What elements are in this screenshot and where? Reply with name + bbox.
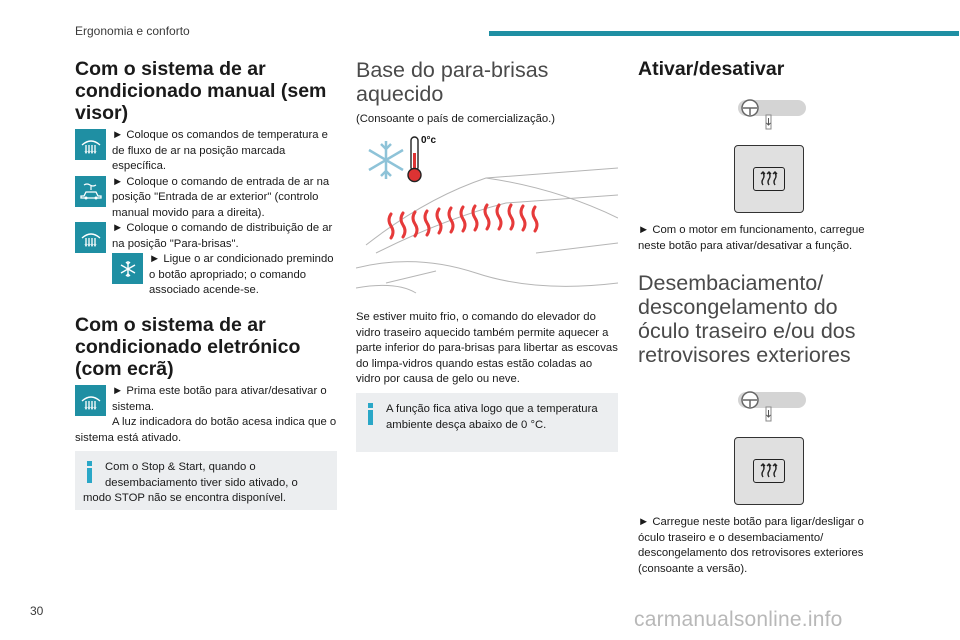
temperature-note bbox=[356, 393, 618, 452]
thermometer-icon bbox=[408, 137, 421, 182]
heated-windscreen-heading: Base do para-brisas aquecido bbox=[356, 58, 549, 106]
manual-step-1 bbox=[75, 128, 337, 175]
manual-step-2-text: ► Coloque o comando de entrada de ar na posição "Entrada de ar exterior" (controlo manual movido para a direita). bbox=[112, 175, 330, 219]
manual-steps-list bbox=[75, 128, 337, 299]
manual-step-3 bbox=[75, 221, 337, 252]
temperature-note-text: A função fica ativa logo que a temperatura ambiente desça abaixo de 0 °C. bbox=[386, 403, 598, 431]
info-icon bbox=[364, 403, 378, 425]
page-number: 30 bbox=[30, 604, 44, 618]
info-icon bbox=[83, 461, 97, 483]
electronic-step-text: ► Prima este botão para ativar/desativar o sistema. bbox=[112, 385, 327, 413]
rear-demist-icon bbox=[753, 459, 785, 483]
electronic-steps bbox=[75, 384, 337, 446]
manual-step-4-text: ► Ligue o ar condicionado premindo o botão apropriado; o comando associado acende-se. bbox=[149, 253, 334, 296]
illustration-temp-label: 0°c bbox=[421, 135, 437, 146]
running-header: Ergonomia e conforto bbox=[75, 24, 190, 38]
header-accent-bar bbox=[489, 31, 959, 36]
air-intake-icon bbox=[75, 176, 106, 207]
heated-windscreen-illustration bbox=[356, 133, 618, 303]
activate-paragraph: ► Com o motor em funcionamento, carregue neste botão para ativar/desativar a função. bbox=[638, 224, 865, 252]
snowflake-ac-icon bbox=[112, 253, 143, 284]
electronic-paragraph: A luz indicadora do botão acesa indica que o sistema está ativado. bbox=[75, 416, 337, 444]
manual-ac-heading: Com o sistema de ar condicionado manual (sem visor) bbox=[75, 58, 327, 124]
country-note: (Consoante o país de comercialização.) bbox=[356, 113, 556, 125]
steering-wheel-location-icon-2 bbox=[734, 389, 809, 423]
manual-step-2 bbox=[75, 175, 337, 222]
electronic-step bbox=[75, 384, 337, 415]
activate-heading: Ativar/desativar bbox=[638, 58, 785, 80]
rear-window-demist-heading: Desembaciamento/ descongelamento do óculo traseiro e/ou dos retrovisores exteriores bbox=[638, 271, 856, 367]
windscreen-demist-icon bbox=[75, 385, 106, 416]
windscreen-demist-icon bbox=[75, 222, 106, 253]
snowflake-icon bbox=[369, 141, 403, 179]
watermark: carmanualsonline.info bbox=[634, 608, 843, 631]
manual-step-4 bbox=[75, 252, 337, 299]
manual-step-3-text: ► Coloque o comando de distribuição de ar na posição "Para-brisas". bbox=[112, 222, 333, 250]
manual-step-1-text: ► Coloque os comandos de temperatura e de fluxo de ar na posição marcada específica. bbox=[112, 129, 328, 172]
rear-demist-button[interactable] bbox=[734, 145, 804, 213]
steering-wheel-location-icon bbox=[734, 97, 809, 131]
rear-window-paragraph: ► Carregue neste botão para ligar/desligar o óculo traseiro e o desembaciamento/ descongelamento dos retrovisores exteriores (consoante a versão). bbox=[638, 516, 864, 575]
rear-window-mirror-demist-button[interactable] bbox=[734, 437, 804, 505]
stop-start-note bbox=[75, 451, 337, 510]
stop-start-note-text: Com o Stop & Start, quando o desembaciamento tiver sido ativado, o modo STOP não se encontra disponível. bbox=[83, 461, 298, 504]
heated-windscreen-paragraph: Se estiver muito frio, o comando do elevador do vidro traseiro aquecido também permite aquecer a parte inferior do para-brisas para libertar as escovas do limpa-vidros quando estas estão coladas ao vidro por causa de gelo ou neve. bbox=[356, 311, 618, 385]
windscreen-demist-icon bbox=[75, 129, 106, 160]
electronic-ac-heading: Com o sistema de ar condicionado eletrónico (com ecrã) bbox=[75, 314, 301, 380]
rear-demist-icon bbox=[753, 167, 785, 191]
